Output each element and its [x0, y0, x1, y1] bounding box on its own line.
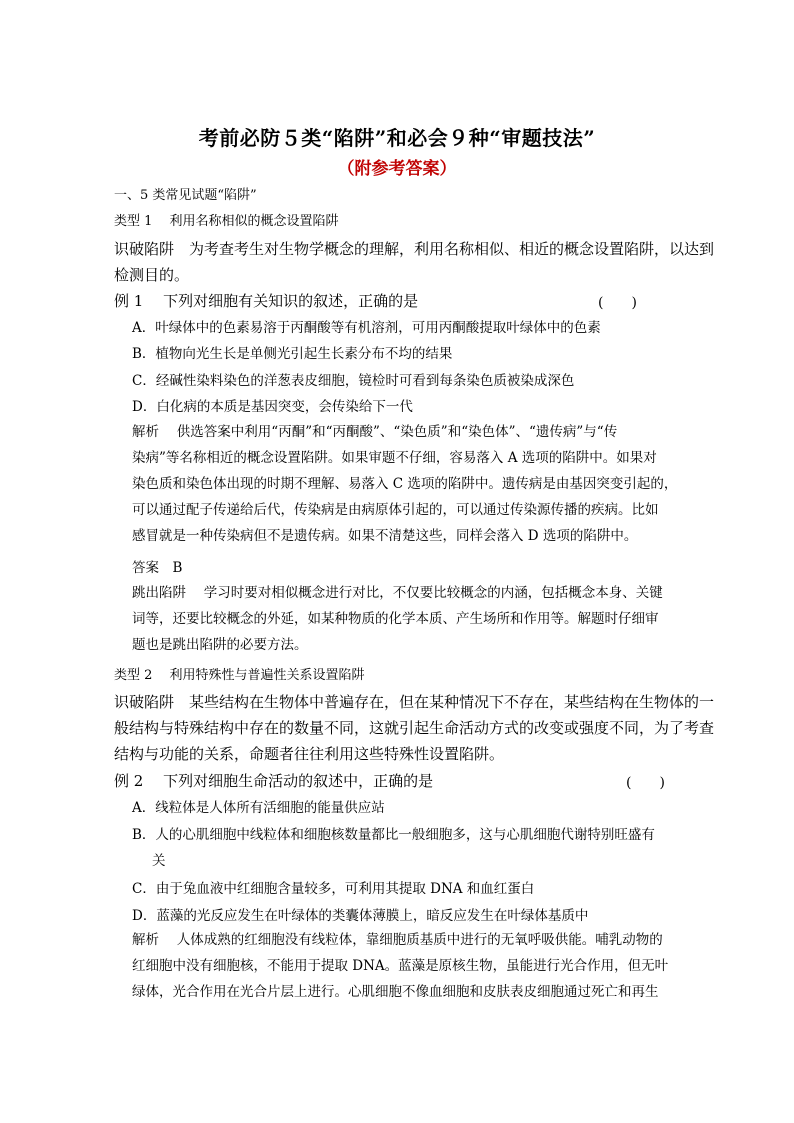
escape-line: 跳出陷阱 学习时要对相似概念进行对比，不仅要比较概念的内涵，包括概念本身、关键	[132, 585, 663, 601]
option-d: D．白化病的本质是基因突变，会传染给下一代	[132, 399, 413, 415]
answer-parentheses: ( )	[598, 295, 637, 311]
type-heading: 类型 1 利用名称相似的概念设置陷阱	[114, 214, 339, 229]
analysis-line: 绿体，光合作用在光合片层上进行。心肌细胞不像血细胞和皮肤表皮细胞通过死亡和再生	[132, 984, 659, 1000]
option-a: A．叶绿体中的色素易溶于丙酮酸等有机溶剂，可用丙酮酸提取叶绿体中的色素	[132, 320, 601, 336]
analysis-line: 解析 供选答案中利用“丙酮”和“丙酮酸”、“染色质”和“染色体”、“遗传病”与“传	[132, 424, 618, 440]
option-a: A．线粒体是人体所有活细胞的能量供应站	[132, 800, 385, 816]
escape-line: 词等，还要比较概念的外延，如某种物质的化学本质、产生场所和作用等。解题时仔细审	[132, 611, 659, 627]
section-heading: 一、5 类常见试题“陷阱”	[114, 188, 257, 203]
analysis-line: 染色质和染色体出现的时期不理解、易落入 C 选项的陷阱中。遗传病是由基因突变引起的，	[132, 476, 678, 492]
option-b: B．植物向光生长是单侧光引起生长素分布不均的结果	[132, 346, 453, 362]
analysis-line: 解析 人体成熟的红细胞没有线粒体，靠细胞质基质中进行的无氧呼吸供能。哺乳动物的	[132, 932, 663, 948]
example-stem: 例 2 下列对细胞生命活动的叙述中，正确的是	[114, 772, 434, 790]
analysis-line: 红细胞中没有细胞核，不能用于提取 DNA。蓝藻是原核生物，虽能进行光合作用，但无叶	[132, 958, 669, 974]
intro-line: 般结构与特殊结构中存在的数量不同，这就引起生命活动方式的改变或强度不同，为了考查	[114, 719, 715, 737]
option-d: D．蓝藻的光反应发生在叶绿体的类囊体薄膜上，暗反应发生在叶绿体基质中	[132, 908, 589, 924]
answer-parentheses: ( )	[626, 775, 665, 791]
page-subtitle: （附参考答案）	[337, 159, 457, 179]
intro-line: 检测目的。	[114, 266, 190, 284]
analysis-line: 可以通过配子传递给后代，传染病是由病原体引起的，可以通过传染源传播的疾病。比如	[132, 502, 659, 518]
page-title: 考前必防５类“陷阱”和必会９种“审题技法”	[198, 126, 596, 150]
intro-line: 结构与功能的关系，命题者往往利用这些特殊性设置陷阱。	[114, 745, 505, 763]
option-c: C．由于兔血液中红细胞含量较多，可利用其提取 DNA 和血红蛋白	[132, 881, 535, 897]
type-heading: 类型 2 利用特殊性与普遍性关系设置陷阱	[114, 668, 365, 683]
analysis-line: 感冒就是一种传染病但不是遗传病。如果不清楚这些，同样会落入 D 选项的陷阱中。	[132, 528, 638, 544]
intro-line: 识破陷阱 为考查考生对生物学概念的理解，利用名称相似、相近的概念设置陷阱，以达到	[114, 240, 715, 258]
option-c: C．经碱性染料染色的洋葱表皮细胞，镜检时可看到每条染色质被染成深色	[132, 373, 575, 389]
analysis-line: 染病”等名称相近的概念设置陷阱。如果审题不仔细，容易落入 A 选项的陷阱中。如果对	[132, 450, 657, 466]
option-b-continuation: 关	[152, 853, 166, 869]
option-b: B．人的心肌细胞中线粒体和细胞核数量都比一般细胞多，这与心肌细胞代谢特别旺盛有	[132, 827, 655, 843]
example-stem: 例 1 下列对细胞有关知识的叙述，正确的是	[114, 292, 419, 310]
escape-line: 题也是跳出陷阱的必要方法。	[132, 637, 308, 653]
intro-line: 识破陷阱 某些结构在生物体中普遍存在，但在某种情况下不存在，某些结构在生物体的一	[114, 693, 715, 711]
answer-line: 答案 B	[132, 560, 183, 576]
